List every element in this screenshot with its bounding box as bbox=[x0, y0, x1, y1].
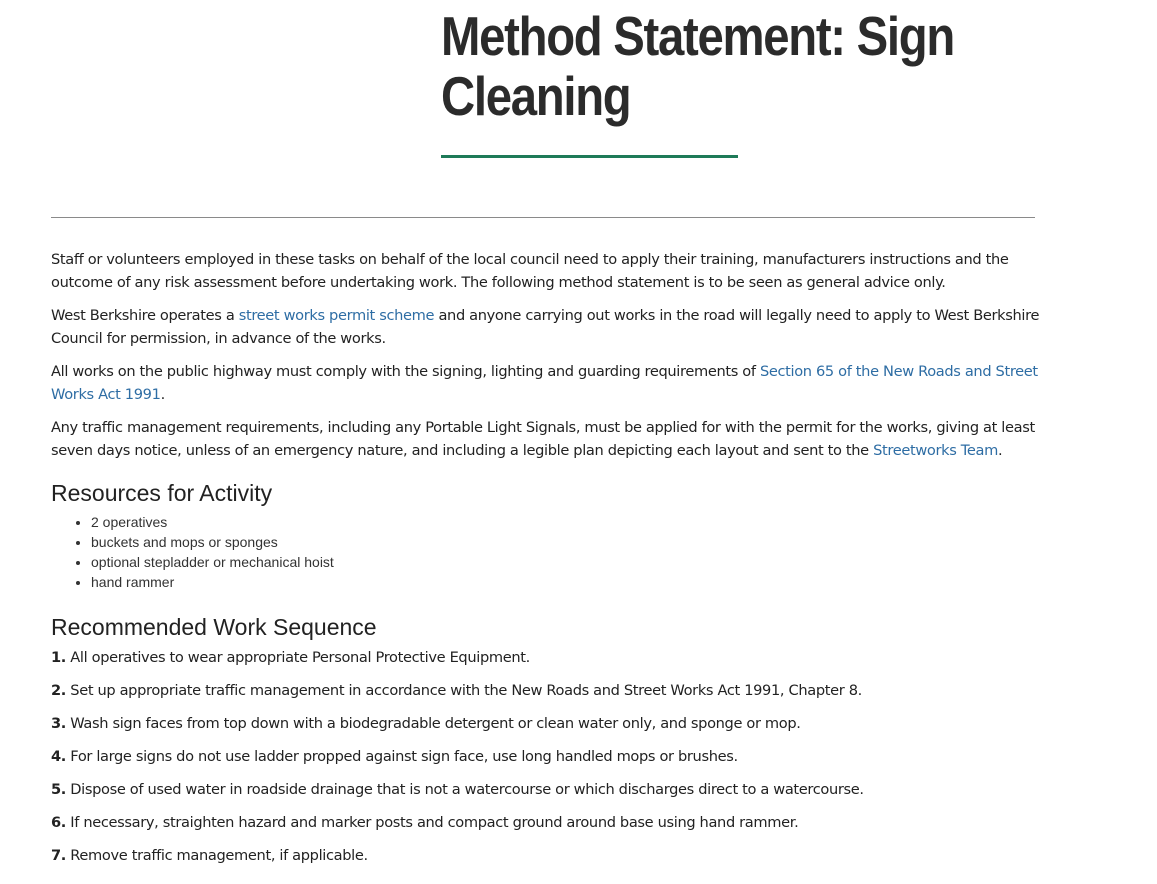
step-number: 5. bbox=[51, 781, 66, 798]
section-65-link[interactable]: Section 65 of the New Roads and Street Works Act 1991 bbox=[51, 363, 1038, 403]
para3-text-before: All works on the public highway must comply with the signing, lighting and guarding requirements of bbox=[51, 363, 760, 380]
work-step bbox=[51, 778, 1041, 801]
step-number: 2. bbox=[51, 682, 66, 699]
step-text: Dispose of used water in roadside drainage that is not a watercourse or which discharges direct to a watercourse. bbox=[66, 781, 864, 798]
list-item: • buckets and mops or sponges bbox=[91, 532, 1041, 552]
step-number: 7. bbox=[51, 847, 66, 864]
work-step bbox=[51, 646, 1041, 669]
intro-paragraph-4 bbox=[51, 416, 1041, 462]
page-title-line-1: Method Statement: Sign bbox=[441, 5, 954, 67]
work-step bbox=[51, 811, 1041, 834]
page-title-line-2: Cleaning bbox=[441, 65, 631, 127]
resources-heading: Resources for Activity bbox=[51, 480, 273, 506]
work-sequence-heading: Recommended Work Sequence bbox=[51, 614, 377, 640]
intro-paragraph-3 bbox=[51, 360, 1041, 406]
step-text: Set up appropriate traffic management in accordance with the New Roads and Street Works Act 1991, Chapter 8. bbox=[66, 682, 862, 699]
step-text: Wash sign faces from top down with a biodegradable detergent or clean water only, and sponge or mop. bbox=[66, 715, 801, 732]
intro-paragraph-2 bbox=[51, 304, 1041, 350]
step-number: 3. bbox=[51, 715, 66, 732]
page-header bbox=[441, 6, 1081, 126]
work-step bbox=[51, 844, 1041, 867]
list-item: • hand rammer bbox=[91, 572, 1041, 592]
page-title bbox=[441, 6, 991, 126]
para4-text-after: . bbox=[997, 442, 1003, 459]
resource-list bbox=[51, 512, 1041, 592]
step-text: If necessary, straighten hazard and marker posts and compact ground around base using hand rammer. bbox=[66, 814, 799, 831]
step-number: 1. bbox=[51, 649, 66, 666]
step-text: All operatives to wear appropriate Personal Protective Equipment. bbox=[66, 649, 530, 666]
step-text: Remove traffic management, if applicable. bbox=[66, 847, 368, 864]
para2-text-before: West Berkshire operates a bbox=[51, 307, 239, 324]
para3-text-after: . bbox=[160, 386, 165, 403]
step-number: 4. bbox=[51, 748, 66, 765]
work-step bbox=[51, 679, 1041, 702]
step-number: 6. bbox=[51, 814, 66, 831]
list-item: • optional stepladder or mechanical hoist bbox=[91, 552, 1041, 572]
title-underline bbox=[441, 155, 738, 158]
street-works-permit-link[interactable]: street works permit scheme bbox=[238, 307, 435, 324]
step-text: For large signs do not use ladder propped against sign face, use long handled mops or brushes. bbox=[66, 748, 738, 765]
main-content bbox=[51, 248, 1041, 877]
intro-paragraph-1: Staff or volunteers employed in these tasks on behalf of the local council need to apply their training, manufacturers instructions and the outcome of any risk assessment before undertaking work. The following method statement is to be seen as general advice only. bbox=[51, 251, 1009, 291]
para2-text-after: and anyone carrying out works in the road will legally need to apply to West Berkshire Council for permission, in advance of the works. bbox=[51, 307, 1040, 347]
list-item: • 2 operatives bbox=[91, 512, 1041, 532]
work-step bbox=[51, 745, 1041, 768]
work-step bbox=[51, 712, 1041, 735]
streetworks-team-link[interactable]: Streetworks Team bbox=[873, 442, 998, 459]
para4-text-before: Any traffic management requirements, including any Portable Light Signals, must be applied for with the permit for the works, giving at least seven days notice, unless of an emergency nature, and including a legible plan depicting each layout and sent to the bbox=[51, 419, 1035, 459]
section-divider bbox=[51, 217, 1035, 218]
